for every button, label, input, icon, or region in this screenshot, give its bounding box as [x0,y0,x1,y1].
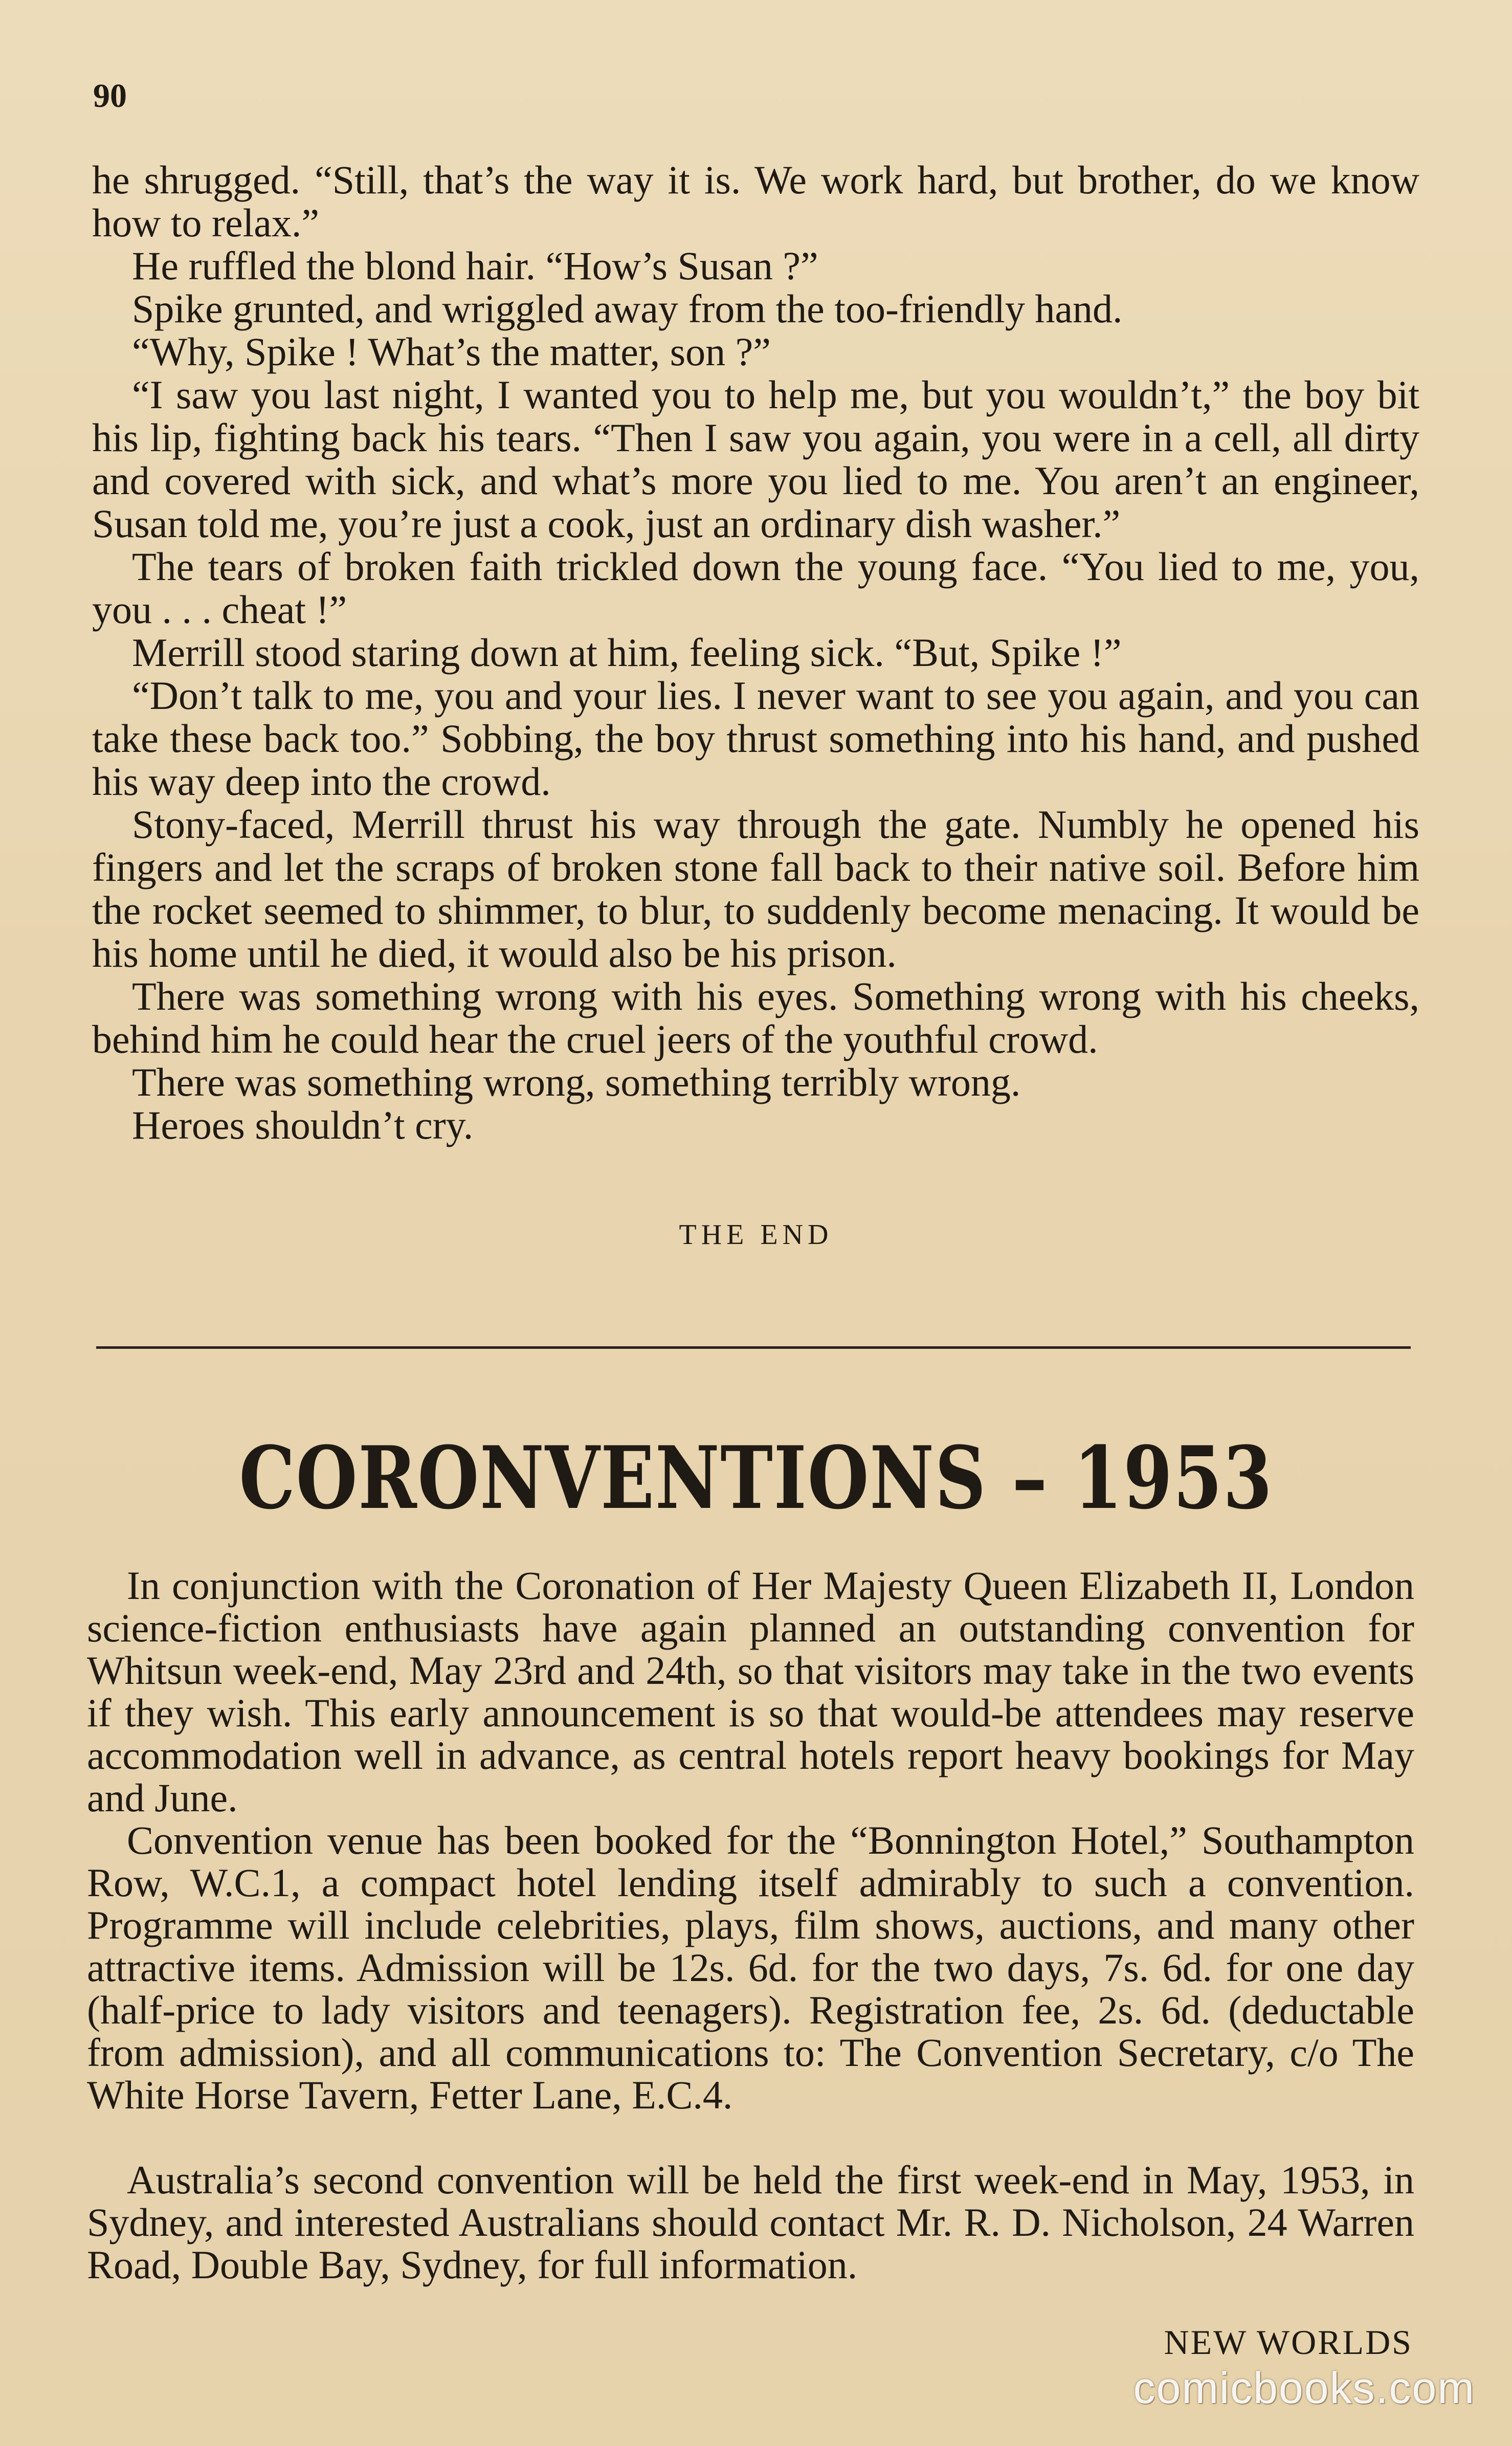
story-text [92,159,1419,1147]
section-divider [96,1346,1411,1349]
story-paragraph: Merrill stood staring down at him, feeling sick. “But, Spike !” [132,630,1122,675]
story-paragraph: Heroes shouldn’t cry. [132,1103,474,1147]
story-paragraph: “I saw you last night, I wanted you to help me, but you wouldn’t,” the boy bit his lip, fighting back his tears. “Then I saw you again, you were in a cell, all dirty and covered with sick, and what’s more you lied to me. You aren’t an engineer, Susan told me, you’re just a cook, just an ordinary dish washer.” [92,372,1419,546]
story-ending: THE END [679,1219,833,1251]
story-paragraph: “Don’t talk to me, you and your lies. I never want to see you again, and you can take these back too.” Sobbing, the boy thrust something into his hand, and pushed his way deep into the crowd. [92,673,1419,804]
watermark: comicbooks.com [1133,2364,1475,2413]
story-paragraph: Stony-faced, Merrill thrust his way through the gate. Numbly he opened his fingers and let the scraps of broken stone fall back to their native soil. Before him the rocket seemed to shimmer, to blur, to suddenly become menacing. It would be his home until he died, it would also be his prison. [92,802,1419,975]
article-paragraph: Australia’s second convention will be held the first week-end in May, 1953, in Sydney, and interested Australians should contact Mr. R. D. Nicholson, 24 Warren Road, Double Bay, Sydney, for full information. [87,2158,1414,2287]
article-text [87,1564,1414,2286]
article-paragraph: Convention venue has been booked for the “Bonnington Hotel,” Southampton Row, W.C.1, a compact hotel lending itself admirably to such a convention. Programme will include celebrities, plays, film shows, auctions, and many other attractive items. Admission will be 12s. 6d. for the two days, 7s. 6d. for one day (half-price to lady visitors and teenagers). Registration fee, 2s. 6d. (deductable from admission), and all communications to: The Convention Secretary, c/o The White Horse Tavern, Fetter Lane, E.C.4. [87,1818,1414,2117]
story-paragraph: He ruffled the blond hair. “How’s Susan ?” [132,243,818,288]
story-paragraph: There was something wrong, something terribly wrong. [132,1060,1021,1104]
page-number: 90 [93,77,127,115]
story-paragraph: The tears of broken faith trickled down the young face. “You lied to me, you, you . . . cheat !” [92,544,1419,632]
article-paragraph: In conjunction with the Coronation of Her Majesty Queen Elizabeth II, London science-fiction enthusiasts have again planned an outstanding convention for Whitsun week-end, May 23rd and 24th, so that visitors may take in the two events if they wish. This early announcement is so that would-be attendees may reserve accommodation well in advance, as central hotels report heavy bookings for May and June. [87,1563,1414,1820]
magazine-title-footer: NEW WORLDS [1164,2323,1413,2362]
story-paragraph: There was something wrong with his eyes. Something wrong with his cheeks, behind him he could hear the cruel jeers of the youthful crowd. [92,974,1419,1061]
story-paragraph: he shrugged. “Still, that’s the way it is. We work hard, but brother, do we know how to relax.” [92,158,1419,245]
story-paragraph: “Why, Spike ! What’s the matter, son ?” [132,329,771,374]
story-paragraph: Spike grunted, and wriggled away from the too-friendly hand. [132,286,1123,331]
article-headline: CORONVENTIONS – 1953 [239,1427,1273,1528]
